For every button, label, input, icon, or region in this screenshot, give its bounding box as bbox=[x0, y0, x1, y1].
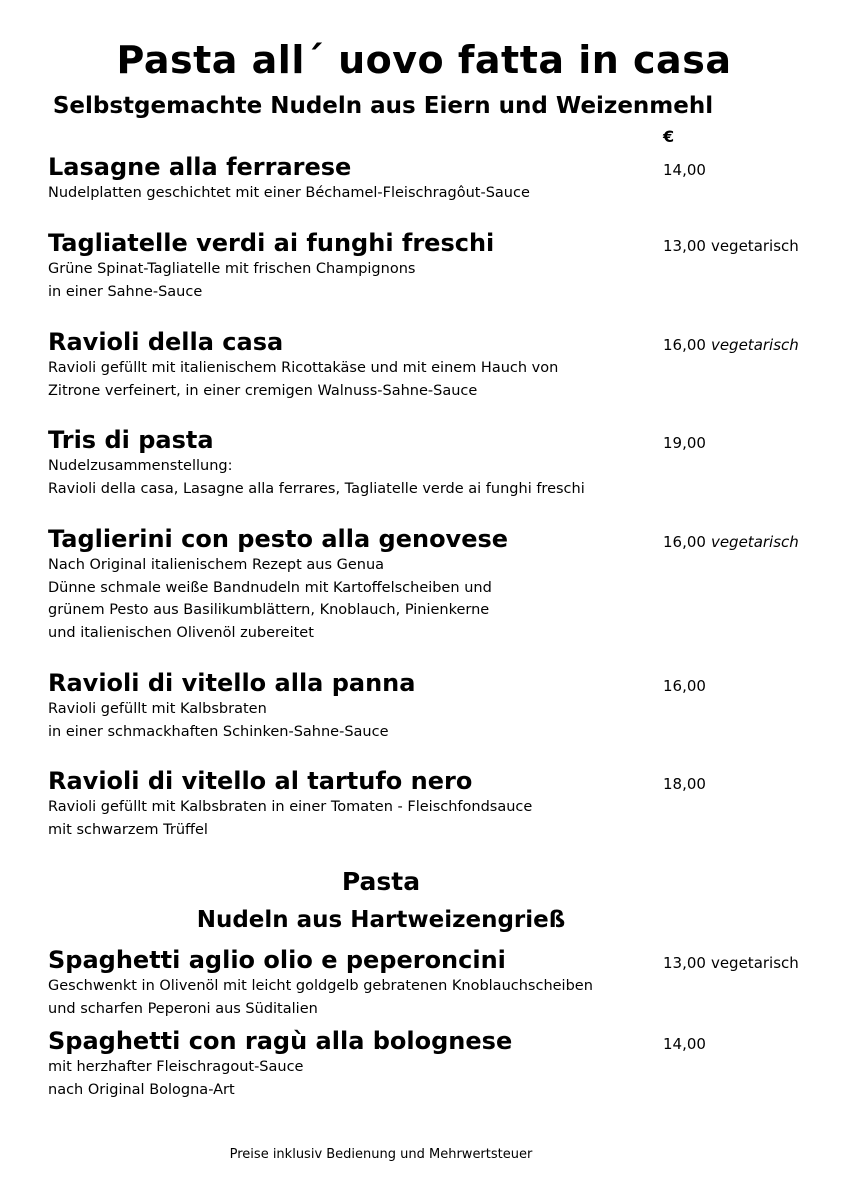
menu-item-description: Ravioli gefüllt mit italienischem Ricottakäse und mit einem Hauch von Zitrone verfeinert, in einer cremigen Walnuss-Sahne-Sauce bbox=[48, 360, 559, 399]
menu-item-tag: vegetarisch bbox=[710, 237, 799, 255]
menu-item-price-row bbox=[663, 161, 706, 179]
footer-note: Preise inklusiv Bedienung und Mehrwertsteuer bbox=[229, 1147, 533, 1162]
page-title: Pasta all´ uovo fatta in casa bbox=[116, 38, 732, 82]
menu-item bbox=[48, 524, 808, 644]
menu-item-price-row bbox=[663, 1035, 706, 1053]
menu-item-tag: vegetarisch bbox=[710, 336, 799, 354]
menu-item-price: 13,00 bbox=[663, 954, 706, 972]
menu-item-price: 18,00 bbox=[663, 775, 706, 793]
menu-item-name: Tris di pasta bbox=[48, 426, 214, 454]
menu-item-tag: vegetarisch bbox=[710, 533, 799, 551]
menu-item bbox=[48, 766, 808, 841]
menu-item-name: Spaghetti con ragù alla bolognese bbox=[48, 1027, 513, 1055]
menu-item-description: Nach Original italienischem Rezept aus Genua Dünne schmale weiße Bandnudeln mit Kartoffelscheiben und grünem Pesto aus Basilikumblättern, Knoblauch, Pinienkerne und italienischen Olivenöl zubereitet bbox=[48, 557, 492, 641]
menu-item-tag: vegetarisch bbox=[710, 954, 799, 972]
menu-item-name: Taglierini con pesto alla genovese bbox=[48, 525, 509, 553]
menu-item bbox=[48, 945, 808, 1020]
menu-item-price: 14,00 bbox=[663, 161, 706, 179]
menu-item bbox=[48, 152, 808, 205]
menu-item-price-row bbox=[663, 434, 706, 452]
menu-item-price: 16,00 bbox=[663, 533, 706, 551]
menu-item-description: Nudelplatten geschichtet mit einer Béchamel-Fleischragôut-Sauce bbox=[48, 185, 530, 201]
menu-item-price-row bbox=[663, 533, 799, 551]
menu-item bbox=[48, 228, 808, 303]
currency-label: € bbox=[663, 127, 675, 146]
menu-item-price-row bbox=[663, 237, 799, 255]
menu-item-name: Lasagne alla ferrarese bbox=[48, 153, 352, 181]
menu-item-price: 19,00 bbox=[663, 434, 706, 452]
menu-item bbox=[48, 327, 808, 402]
menu-item bbox=[48, 1026, 808, 1101]
menu-item-description: Geschwenkt in Olivenöl mit leicht goldgelb gebratenen Knoblauchscheiben und scharfen Peperoni aus Süditalien bbox=[48, 978, 593, 1017]
menu-item bbox=[48, 668, 808, 743]
menu-item-price-row bbox=[663, 954, 799, 972]
menu-item-price: 14,00 bbox=[663, 1035, 706, 1053]
menu-item-description: Ravioli gefüllt mit Kalbsbraten in einer schmackhaften Schinken-Sahne-Sauce bbox=[48, 701, 389, 740]
menu-item-name: Ravioli di vitello al tartufo nero bbox=[48, 767, 473, 795]
menu-item-price-row bbox=[663, 677, 706, 695]
section-subtitle: Nudeln aus Hartweizengrieß bbox=[196, 907, 566, 933]
menu-item-name: Spaghetti aglio olio e peperoncini bbox=[48, 946, 506, 974]
menu-item-description: Nudelzusammenstellung: Ravioli della casa, Lasagne alla ferrares, Tagliatelle verde ai funghi freschi bbox=[48, 458, 585, 497]
menu-item-description: Grüne Spinat-Tagliatelle mit frischen Champignons in einer Sahne-Sauce bbox=[48, 261, 416, 300]
section-title: Pasta bbox=[341, 867, 421, 896]
menu-item-price: 16,00 bbox=[663, 336, 706, 354]
page-subtitle: Selbstgemachte Nudeln aus Eiern und Weizenmehl bbox=[52, 93, 714, 119]
menu-item-price-row bbox=[663, 336, 799, 354]
menu-item-name: Tagliatelle verdi ai funghi freschi bbox=[48, 229, 495, 257]
menu-item-name: Ravioli di vitello alla panna bbox=[48, 669, 416, 697]
menu-item-price-row bbox=[663, 775, 706, 793]
menu-item-name: Ravioli della casa bbox=[48, 328, 284, 356]
menu-item-description: Ravioli gefüllt mit Kalbsbraten in einer Tomaten - Fleischfondsauce mit schwarzem Trüffel bbox=[48, 799, 533, 838]
menu-item-price: 16,00 bbox=[663, 677, 706, 695]
menu-item-description: mit herzhafter Fleischragout-Sauce nach Original Bologna-Art bbox=[48, 1059, 304, 1098]
menu-item-price: 13,00 bbox=[663, 237, 706, 255]
menu-item bbox=[48, 425, 808, 500]
